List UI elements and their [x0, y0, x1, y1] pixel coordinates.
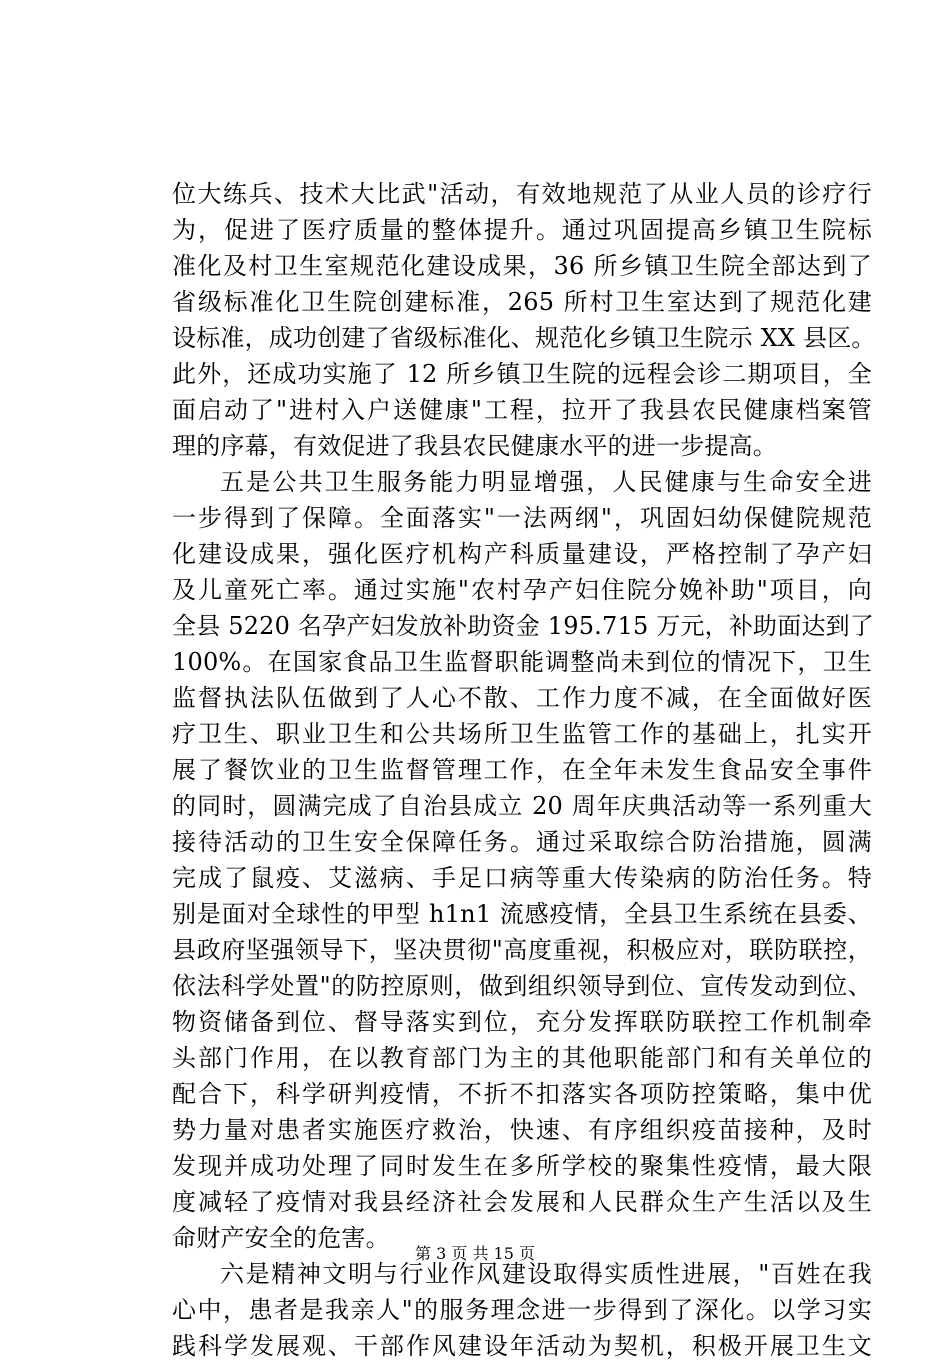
text-line: 省级标准化卫生院创建标准，265 所村卫生室达到了规范化建 [172, 288, 872, 316]
text-line: 县政府坚强领导下，坚决贯彻"高度重视，积极应对，联防联控， [172, 936, 872, 964]
text-line: 接待活动的卫生安全保障任务。通过采取综合防治措施，圆满 [172, 828, 872, 856]
text-line: 理的序幕，有效促进了我县农民健康水平的进一步提高。 [172, 432, 777, 460]
text-line: 依法科学处置"的防控原则，做到组织领导到位、宣传发动到位、 [172, 972, 872, 1000]
text-line: 监督执法队伍做到了人心不散、工作力度不减，在全面做好医 [172, 684, 872, 712]
text-line: 践科学发展观、干部作风建设年活动为契机，积极开展卫生文 [172, 1332, 872, 1360]
text-line: 心中，患者是我亲人"的服务理念进一步得到了深化。以学习实 [172, 1296, 872, 1324]
text-line: 设标准，成功创建了省级标准化、规范化乡镇卫生院示 XX 县区。 [172, 324, 876, 352]
text-line: 命财产安全的危害。 [172, 1224, 390, 1252]
text-line: 全县 5220 名孕产妇发放补助资金 195.715 万元，补助面达到了 [172, 612, 875, 640]
text-line: 展了餐饮业的卫生监督管理工作，在全年未发生食品安全事件 [172, 756, 872, 784]
text-line: 势力量对患者实施医疗救治，快速、有序组织疫苗接种，及时 [172, 1116, 872, 1144]
paragraph-start-line: 六是精神文明与行业作风建设取得实质性进展，"百姓在我 [220, 1260, 872, 1288]
text-line: 的同时，圆满完成了自治县成立 20 周年庆典活动等一系列重大 [172, 792, 872, 820]
text-line: 物资储备到位、督导落实到位，充分发挥联防联控工作机制牵 [172, 1008, 872, 1036]
text-line: 化建设成果，强化医疗机构产科质量建设，严格控制了孕产妇 [172, 540, 872, 568]
text-line: 完成了鼠疫、艾滋病、手足口病等重大传染病的防治任务。特 [172, 864, 872, 892]
text-line: 别是面对全球性的甲型 h1n1 流感疫情，全县卫生系统在县委、 [172, 900, 872, 928]
text-line: 100%。在国家食品卫生监督职能调整尚未到位的情况下，卫生 [172, 648, 872, 676]
page-footer: 第 3 页 共 15 页 [415, 1244, 535, 1263]
text-line: 准化及村卫生室规范化建设成果，36 所乡镇卫生院全部达到了 [172, 252, 872, 280]
text-line: 为，促进了医疗质量的整体提升。通过巩固提高乡镇卫生院标 [172, 216, 872, 244]
text-line: 头部门作用，在以教育部门为主的其他职能部门和有关单位的 [172, 1044, 872, 1072]
text-line: 面启动了"进村入户送健康"工程，拉开了我县农民健康档案管 [172, 396, 872, 424]
text-line: 及儿童死亡率。通过实施"农村孕产妇住院分娩补助"项目，向 [172, 576, 872, 604]
text-line: 配合下，科学研判疫情，不折不扣落实各项防控策略，集中优 [172, 1080, 872, 1108]
text-line: 一步得到了保障。全面落实"一法两纲"，巩固妇幼保健院规范 [172, 504, 872, 532]
text-line: 位大练兵、技术大比武"活动，有效地规范了从业人员的诊疗行 [172, 180, 872, 208]
text-line: 疗卫生、职业卫生和公共场所卫生监管工作的基础上，扎实开 [172, 720, 872, 748]
text-line: 度减轻了疫情对我县经济社会发展和人民群众生产生活以及生 [172, 1188, 872, 1216]
text-line: 此外，还成功实施了 12 所乡镇卫生院的远程会诊二期项目，全 [172, 360, 872, 388]
paragraph-start-line: 五是公共卫生服务能力明显增强，人民健康与生命安全进 [220, 468, 872, 496]
body-text [172, 176, 876, 1364]
text-line: 发现并成功处理了同时发生在多所学校的聚集性疫情，最大限 [172, 1152, 872, 1180]
